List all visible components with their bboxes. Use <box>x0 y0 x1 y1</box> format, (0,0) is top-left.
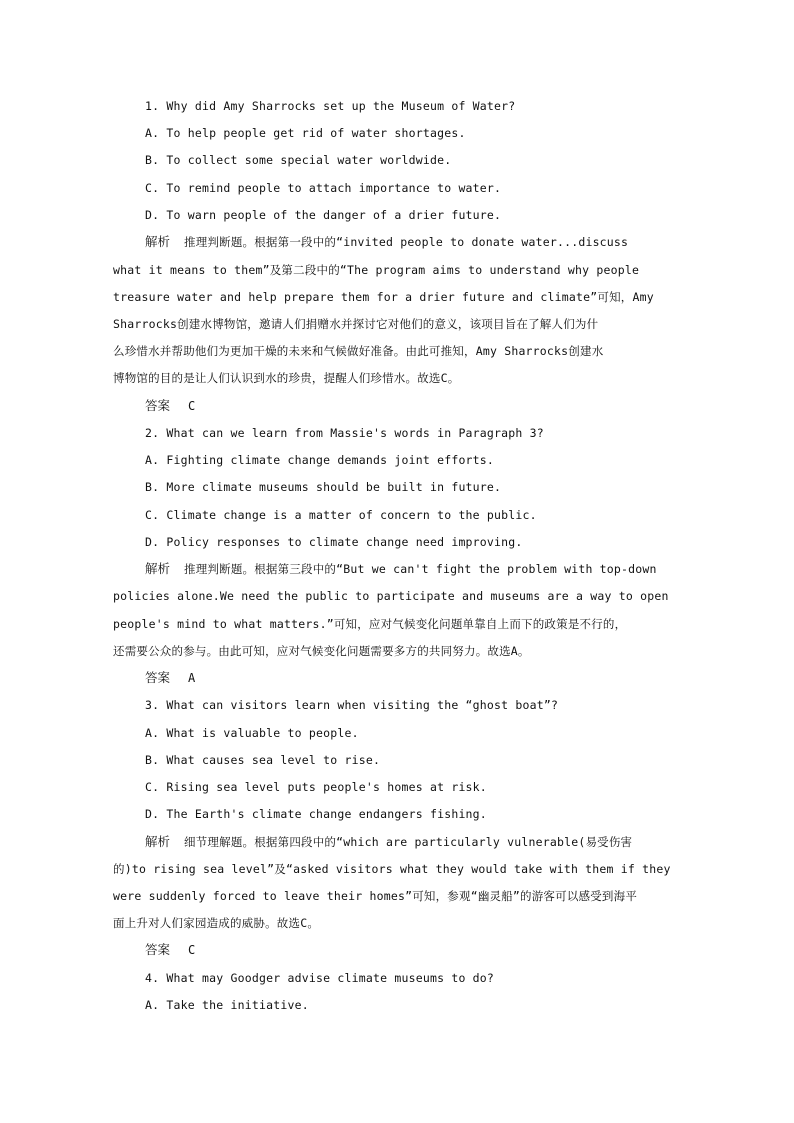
question-3: 3. What can visitors learn when visiting the “ghost boat”? <box>145 698 559 712</box>
q3-analysis-label: 解析 <box>145 834 171 849</box>
q3-analysis-line-2: 的)to rising sea level”及“asked visitors what they would take with them if they <box>113 862 671 876</box>
q1-analysis-line-6: 博物馆的目的是让人们认识到水的珍贵，提醒人们珍惜水。故选C。 <box>113 371 460 385</box>
q3-option-a: A. What is valuable to people. <box>145 726 359 740</box>
q3-analysis-line-3: were suddenly forced to leave their homes”可知，参观“幽灵船”的游客可以感受到海平 <box>113 889 638 903</box>
q3-analysis-text-1: 细节理解题。根据第四段中的“which are particularly vulnerable(易受伤害 <box>184 835 633 849</box>
q1-analysis-line-4: Sharrocks创建水博物馆，邀请人们捐赠水并探讨它对他们的意义，该项目旨在了解人们为什 <box>113 317 599 331</box>
q1-analysis-line-3: treasure water and help prepare them for a drier future and climate”可知，Amy <box>113 290 654 304</box>
q1-analysis-text-1: 推理判断题。根据第一段中的“invited people to donate water...discuss <box>184 235 629 249</box>
q1-option-b: B. To collect some special water worldwide. <box>145 153 452 167</box>
q3-option-c: C. Rising sea level puts people's homes at risk. <box>145 780 487 794</box>
q1-answer-label: 答案 <box>145 398 171 413</box>
q2-option-c: C. Climate change is a matter of concern to the public. <box>145 508 537 522</box>
q3-answer <box>145 942 195 958</box>
question-1: 1. Why did Amy Sharrocks set up the Museum of Water? <box>145 99 516 113</box>
q2-analysis-line-2: policies alone.We need the public to participate and museums are a way to open <box>113 589 669 603</box>
q2-answer-value: A <box>188 671 196 685</box>
question-4: 4. What may Goodger advise climate museums to do? <box>145 971 495 985</box>
q2-option-b: B. More climate museums should be built in future. <box>145 480 502 494</box>
q3-option-b: B. What causes sea level to rise. <box>145 753 381 767</box>
q3-answer-value: C <box>188 943 196 957</box>
question-2: 2. What can we learn from Massie's words in Paragraph 3? <box>145 426 544 440</box>
q2-analysis-line-1 <box>145 561 657 577</box>
q3-analysis-line-4: 面上升对人们家园造成的威胁。故选C。 <box>113 916 320 930</box>
q1-analysis-line-5: 么珍惜水并帮助他们为更加干燥的未来和气候做好准备。由此可推知，Amy Sharrocks创建水 <box>113 344 604 358</box>
q1-analysis-line-2: what it means to them”及第二段中的“The program aims to understand why people <box>113 263 640 277</box>
q3-option-d: D. The Earth's climate change endangers fishing. <box>145 807 487 821</box>
q1-analysis-label: 解析 <box>145 234 171 249</box>
q1-option-a: A. To help people get rid of water shortages. <box>145 126 466 140</box>
q1-option-c: C. To remind people to attach importance to water. <box>145 181 502 195</box>
q1-analysis-line-1 <box>145 234 628 250</box>
q1-answer-value: C <box>188 399 196 413</box>
q1-option-d: D. To warn people of the danger of a drier future. <box>145 208 502 222</box>
q2-option-d: D. Policy responses to climate change need improving. <box>145 535 523 549</box>
q2-analysis-text-1: 推理判断题。根据第三段中的“But we can't fight the problem with top-down <box>184 562 657 576</box>
q2-analysis-line-3: people's mind to what matters.”可知，应对气候变化问题单靠自上而下的政策是不行的， <box>113 617 627 631</box>
q4-option-a: A. Take the initiative. <box>145 998 309 1012</box>
q2-answer-label: 答案 <box>145 670 171 685</box>
q3-answer-label: 答案 <box>145 942 171 957</box>
q3-analysis-line-1 <box>145 834 632 850</box>
q1-answer <box>145 398 195 414</box>
q2-option-a: A. Fighting climate change demands joint efforts. <box>145 453 495 467</box>
q2-analysis-label: 解析 <box>145 561 171 576</box>
q2-analysis-line-4: 还需要公众的参与。由此可知，应对气候变化问题需要多方的共同努力。故选A。 <box>113 644 530 658</box>
q2-answer <box>145 670 195 686</box>
